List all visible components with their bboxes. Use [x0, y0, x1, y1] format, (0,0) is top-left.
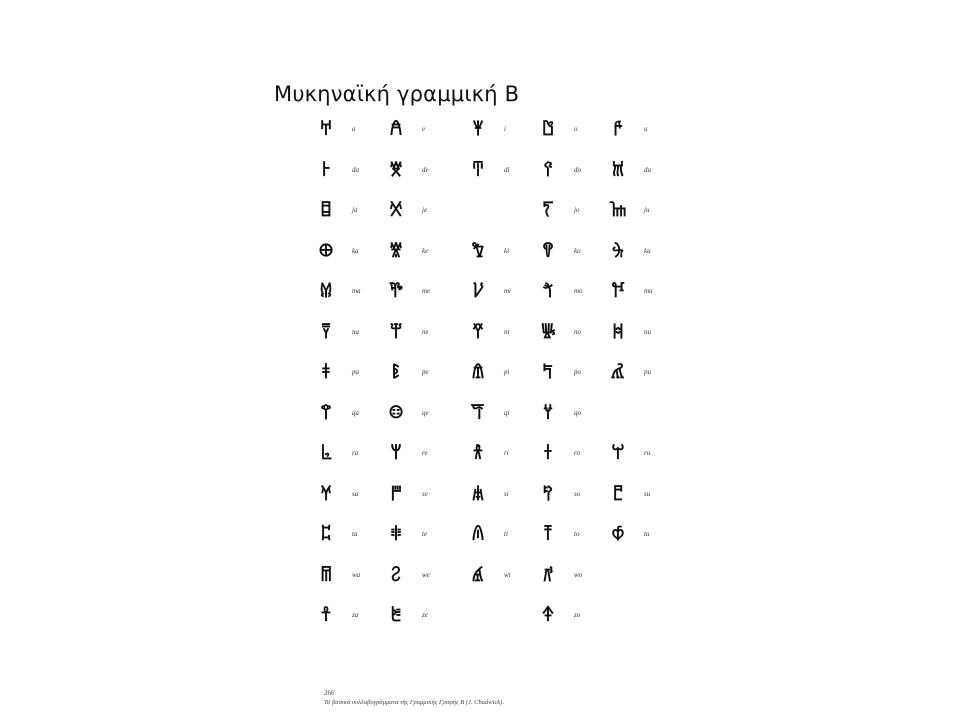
linear-b-glyph: 𐀜	[540, 321, 556, 343]
linear-b-glyph: 𐀖	[472, 281, 484, 302]
linear-b-glyph: 𐀞	[321, 362, 331, 383]
syllable-label: me	[422, 287, 431, 295]
syllable-label: re	[422, 449, 428, 457]
syllable-label: du	[644, 165, 651, 174]
syllable-label: wo	[574, 570, 583, 579]
syllabary-cell	[292, 440, 367, 470]
syllable-label: pa	[352, 368, 359, 376]
syllable-label: wa	[352, 570, 361, 579]
linear-b-glyph: 𐀗	[542, 281, 554, 302]
syllable-label: o	[574, 125, 578, 133]
syllabary-cell	[444, 562, 519, 592]
syllabary-cell	[362, 562, 437, 592]
linear-b-glyph: 𐀶	[611, 524, 625, 545]
syllable-label: do	[574, 165, 581, 174]
linear-b-glyph: 𐀭	[319, 483, 333, 505]
syllabary-cell	[444, 359, 519, 389]
syllabary-cell	[292, 359, 367, 389]
syllabary-cell	[514, 197, 589, 227]
syllable-label: ku	[644, 246, 651, 255]
syllable-label: sa	[352, 489, 359, 498]
linear-b-glyph: 𐀋	[389, 200, 403, 221]
syllable-label: mo	[574, 287, 583, 295]
syllabary-cell	[362, 440, 437, 470]
syllabary-cell	[584, 440, 659, 470]
linear-b-glyph: 𐀢	[611, 362, 625, 383]
linear-b-glyph: 𐀂	[472, 119, 484, 140]
syllabary-cell	[584, 278, 659, 308]
linear-b-glyph: 𐀱	[612, 483, 624, 505]
syllabary-cell	[292, 116, 367, 146]
syllable-label: to	[574, 530, 580, 538]
syllabary-cell	[584, 197, 659, 227]
syllable-label: tu	[644, 530, 650, 538]
syllable-label: ru	[644, 449, 651, 457]
syllabary-cell	[362, 481, 437, 511]
linear-b-glyph: 𐀎	[609, 200, 627, 221]
linear-b-glyph: 𐀟	[391, 362, 401, 383]
linear-b-glyph: 𐀹	[471, 564, 485, 586]
syllable-label: pu	[644, 368, 651, 376]
scanned-page	[292, 112, 670, 718]
linear-b-glyph: 𐀇	[471, 159, 485, 181]
linear-b-glyph: 𐀙	[320, 321, 332, 343]
linear-b-glyph: 𐀣	[320, 402, 332, 424]
linear-b-glyph: 𐀓	[611, 240, 625, 262]
syllabary-cell	[584, 157, 659, 187]
syllable-label: we	[422, 570, 430, 579]
linear-b-glyph: 𐀈	[543, 159, 553, 181]
syllable-label: di	[504, 165, 510, 174]
syllabary-cell	[514, 278, 589, 308]
syllable-label: ti	[504, 530, 508, 538]
linear-b-glyph: 𐀐	[388, 240, 404, 262]
syllable-label: mu	[644, 287, 653, 295]
syllable-label: nu	[644, 327, 651, 336]
syllabary-cell	[444, 116, 519, 146]
syllabary-cell	[514, 481, 589, 511]
page-number: 266	[324, 689, 335, 697]
linear-b-glyph: 𐀽	[390, 605, 402, 626]
linear-b-glyph: 𐀑	[471, 240, 485, 262]
linear-b-glyph: 𐀏	[318, 240, 334, 262]
linear-b-glyph: 𐀫	[543, 443, 553, 464]
linear-b-glyph: 𐀯	[471, 483, 485, 505]
linear-b-glyph: 𐀊	[319, 200, 333, 221]
syllabary-cell	[292, 157, 367, 187]
syllabary-cell	[292, 481, 367, 511]
syllabary-cell	[292, 278, 367, 308]
syllabary-cell	[362, 400, 437, 430]
syllabary-cell	[292, 602, 367, 632]
linear-b-glyph: 𐀲	[320, 524, 332, 545]
syllable-label: ma	[352, 287, 361, 295]
syllable-label: se	[422, 489, 428, 498]
syllable-label: qo	[574, 408, 581, 417]
syllabary-cell	[584, 238, 659, 268]
linear-b-glyph: 𐀦	[542, 402, 554, 424]
syllabary-cell	[362, 521, 437, 551]
syllabary-cell	[584, 116, 659, 146]
linear-b-glyph: 𐀵	[543, 524, 553, 545]
syllabary-cell	[584, 359, 659, 389]
linear-b-glyph: 𐀔	[319, 281, 333, 302]
syllable-label: u	[644, 125, 648, 133]
syllabary-cell	[292, 238, 367, 268]
linear-b-glyph: 𐀝	[611, 321, 625, 343]
linear-b-glyph: 𐀉	[611, 159, 625, 181]
linear-b-glyph: 𐀳	[389, 524, 403, 545]
syllabary-cell	[362, 116, 437, 146]
syllabary-cell	[584, 319, 659, 349]
syllabary-cell	[362, 359, 437, 389]
syllable-label: e	[422, 125, 426, 133]
syllabary-cell	[292, 521, 367, 551]
syllabary-cell	[362, 238, 437, 268]
syllabary-cell	[514, 319, 589, 349]
linear-b-glyph: 𐀠	[471, 362, 485, 383]
syllable-label: ju	[644, 206, 650, 214]
syllabary-cell	[292, 562, 367, 592]
linear-b-glyph: 𐀆	[388, 159, 404, 181]
syllable-label: su	[644, 489, 651, 498]
slide-title: Μυκηναϊκή γραμμική Β	[274, 82, 520, 106]
syllable-label: so	[574, 489, 581, 498]
syllabary-cell	[444, 238, 519, 268]
syllabary-cell	[362, 278, 437, 308]
syllable-label: na	[352, 327, 359, 336]
syllabary-cell	[584, 521, 659, 551]
linear-b-glyph: 𐀒	[542, 240, 554, 262]
syllabary-cell	[514, 562, 589, 592]
syllable-label: qe	[422, 408, 429, 417]
syllable-label: po	[574, 368, 581, 376]
syllabary-cell	[444, 400, 519, 430]
linear-b-glyph: 𐀁	[389, 119, 403, 140]
syllabary-cell	[444, 521, 519, 551]
syllabary-cell	[444, 440, 519, 470]
syllabary-cell	[514, 440, 589, 470]
syllable-label: ze	[422, 611, 428, 619]
linear-b-glyph: 𐀰	[542, 483, 554, 505]
linear-b-glyph: 𐀸	[390, 564, 402, 586]
syllable-label: qa	[352, 408, 359, 417]
syllabary-cell	[444, 278, 519, 308]
linear-b-glyph: 𐀼	[320, 605, 332, 626]
syllable-label: zo	[574, 611, 581, 619]
syllabary-cell	[514, 238, 589, 268]
linear-b-glyph: 𐀍	[542, 200, 554, 221]
linear-b-glyph: 𐀃	[541, 119, 555, 140]
syllable-label: si	[504, 489, 509, 498]
syllable-label: pi	[504, 368, 510, 376]
linear-b-glyph: 𐀿	[542, 605, 554, 626]
syllabary-cell	[514, 521, 589, 551]
syllabary-cell	[292, 197, 367, 227]
syllable-label: te	[422, 530, 428, 538]
syllable-label: ni	[504, 327, 510, 336]
linear-b-glyph: 𐀤	[388, 402, 404, 424]
syllabary-cell	[444, 157, 519, 187]
linear-b-glyph: 𐀕	[388, 281, 404, 302]
syllabary-cell	[444, 481, 519, 511]
linear-b-glyph: 𐀺	[542, 564, 554, 586]
syllable-label: i	[504, 125, 506, 133]
linear-b-glyph: 𐀥	[470, 402, 486, 424]
linear-b-glyph: 𐀛	[472, 321, 484, 343]
syllabary-cell	[362, 602, 437, 632]
linear-b-glyph: 𐀄	[613, 119, 623, 140]
syllable-label: no	[574, 327, 581, 336]
syllabary-cell	[362, 157, 437, 187]
syllable-label: jo	[574, 206, 580, 214]
syllable-label: qi	[504, 408, 510, 417]
linear-b-glyph: 𐀡	[542, 362, 554, 383]
syllabary-cell	[514, 157, 589, 187]
syllable-label: ta	[352, 530, 358, 538]
syllable-label: ri	[504, 449, 509, 457]
syllable-label: ke	[422, 246, 429, 255]
syllable-label: pe	[422, 368, 429, 376]
linear-b-glyph: 𐀬	[611, 443, 625, 464]
syllabary-cell	[362, 197, 437, 227]
syllable-label: da	[352, 165, 359, 174]
syllabary-cell	[362, 319, 437, 349]
linear-b-glyph: 𐀀	[319, 119, 333, 140]
syllable-label: mi	[504, 287, 511, 295]
linear-b-glyph: 𐀘	[610, 281, 626, 302]
figure-caption: Τά βασικά συλλαβογράμματα τής Γραμμικής Γραφής Β (J. Chadwick).	[324, 699, 504, 706]
syllable-label: ra	[352, 449, 359, 457]
syllable-label: ka	[352, 246, 359, 255]
syllabary-cell	[584, 481, 659, 511]
linear-b-glyph: 𐀪	[472, 443, 484, 464]
linear-b-glyph: 𐀮	[390, 483, 402, 505]
syllabary-cell	[444, 319, 519, 349]
syllable-label: a	[352, 125, 356, 133]
linear-b-glyph: 𐀨	[320, 443, 332, 464]
syllabary-cell	[292, 400, 367, 430]
syllable-label: ko	[574, 246, 581, 255]
syllabary-cell	[514, 359, 589, 389]
linear-b-glyph: 𐀅	[321, 159, 331, 181]
linear-b-glyph: 𐀴	[471, 524, 485, 545]
syllable-label: ro	[574, 449, 580, 457]
syllabary-cell	[514, 116, 589, 146]
linear-b-glyph: 𐀩	[390, 443, 402, 464]
syllable-label: ja	[352, 206, 358, 214]
syllable-label: ne	[422, 327, 429, 336]
syllable-label: za	[352, 611, 359, 619]
syllabary-cell	[514, 400, 589, 430]
syllabary-cell	[514, 602, 589, 632]
linear-b-glyph: 𐀷	[319, 564, 333, 586]
syllable-label: je	[422, 206, 428, 214]
syllable-label: de	[422, 165, 429, 174]
syllable-label: wi	[504, 570, 511, 579]
linear-b-glyph: 𐀚	[389, 321, 403, 343]
syllabary-cell	[292, 319, 367, 349]
syllable-label: ki	[504, 246, 510, 255]
